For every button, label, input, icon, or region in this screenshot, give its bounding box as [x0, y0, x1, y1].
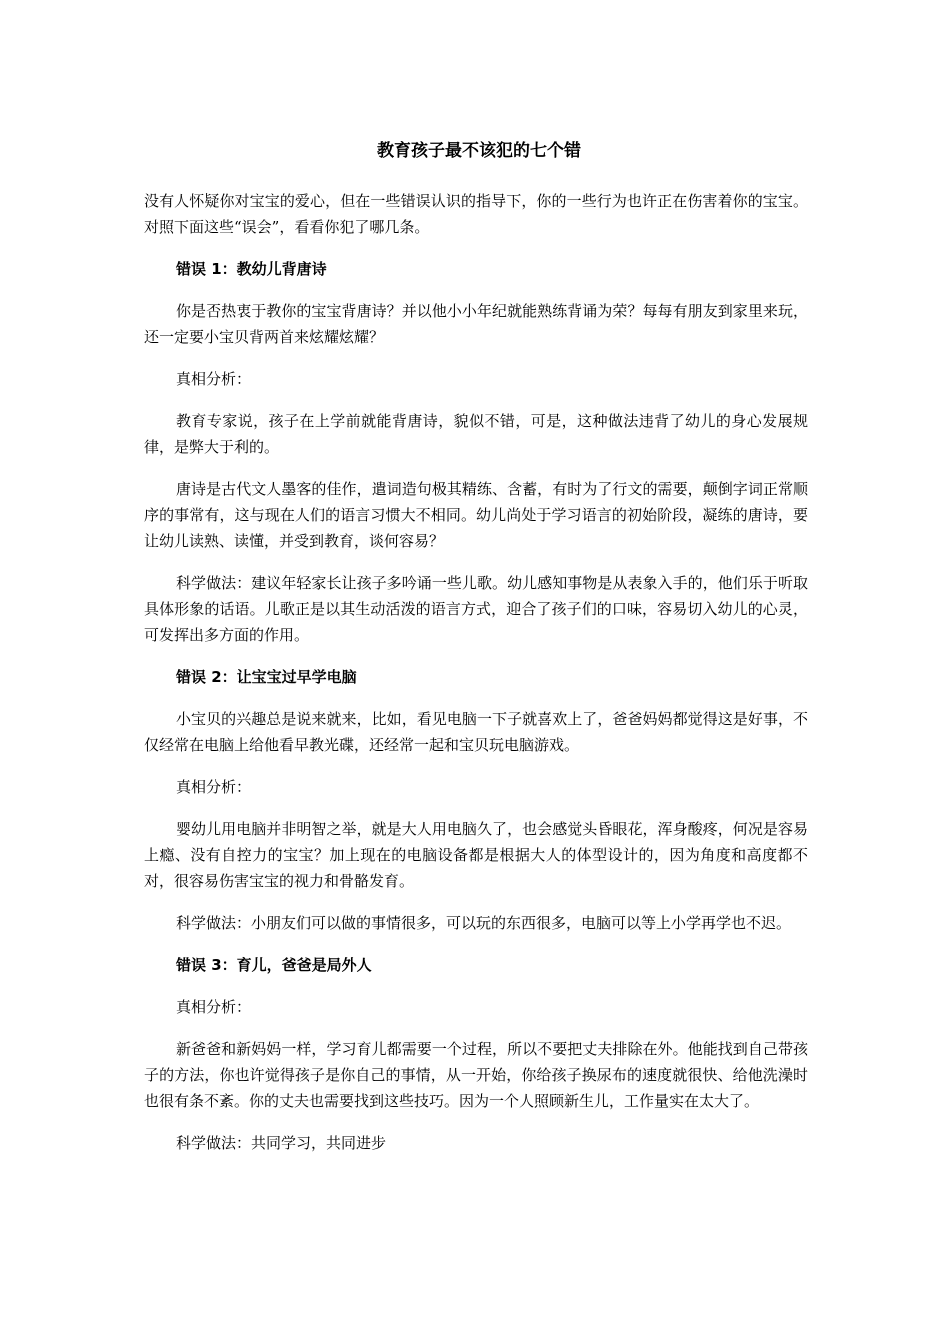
section-3-paragraph: 新爸爸和新妈妈一样，学习育儿都需要一个过程，所以不要把丈夫排除在外。他能找到自己带孩子的方法，你也许觉得孩子是你自己的事情，从一开始，你给孩子换尿布的速度就很快、给他洗澡时也很有条不紊。你的丈夫也需要找到这些技巧。因为一个人照顾新生儿，工作量实在太大了。 [144, 1040, 808, 1110]
section-3-analysis-label: 真相分析： [176, 998, 252, 1016]
document-page [144, 138, 808, 1172]
section-2-method: 科学做法：小朋友们可以做的事情很多，可以玩的东西很多，电脑可以等上小学再学也不迟。 [176, 914, 792, 932]
section-1-heading: 错误 1：教幼儿背唐诗 [176, 260, 327, 278]
section-3-heading: 错误 3：育儿，爸爸是局外人 [176, 956, 372, 974]
section-1-paragraph: 唐诗是古代文人墨客的佳作，遣词造句极其精练、含蓄，有时为了行文的需要，颠倒字词正常顺序的事常有，这与现在人们的语言习惯大不相同。幼儿尚处于学习语言的初始阶段，凝练的唐诗，要让幼儿读熟、读懂，并受到教育，谈何容易？ [144, 480, 808, 550]
intro-paragraph: 没有人怀疑你对宝宝的爱心，但在一些错误认识的指导下，你的一些行为也许正在伤害着你的宝宝。对照下面这些“误会”，看看你犯了哪几条。 [144, 192, 808, 236]
section-1-paragraph: 教育专家说，孩子在上学前就能背唐诗，貌似不错，可是，这种做法违背了幼儿的身心发展规律，是弊大于利的。 [144, 412, 808, 456]
section-2-paragraph: 婴幼儿用电脑并非明智之举，就是大人用电脑久了，也会感觉头昏眼花，浑身酸疼，何况是容易上瘾、没有自控力的宝宝？加上现在的电脑设备都是根据大人的体型设计的，因为角度和高度都不对，很容易伤害宝宝的视力和骨骼发育。 [144, 820, 808, 890]
section-2-analysis-label: 真相分析： [176, 778, 252, 796]
section-1-method: 科学做法：建议年轻家长让孩子多吟诵一些儿歌。幼儿感知事物是从表象入手的，他们乐于听取具体形象的话语。儿歌正是以其生动活泼的语言方式，迎合了孩子们的口味，容易切入幼儿的心灵，可发挥出多方面的作用。 [144, 574, 808, 644]
section-3-method: 科学做法：共同学习，共同进步 [176, 1134, 387, 1152]
section-1-analysis-label: 真相分析： [176, 370, 252, 388]
section-2-heading: 错误 2：让宝宝过早学电脑 [176, 668, 357, 686]
document-title: 教育孩子最不该犯的七个错 [377, 141, 581, 161]
section-1-paragraph: 你是否热衷于教你的宝宝背唐诗？并以他小小年纪就能熟练背诵为荣？每每有朋友到家里来玩，还一定要小宝贝背两首来炫耀炫耀？ [144, 302, 808, 346]
section-2-paragraph: 小宝贝的兴趣总是说来就来，比如，看见电脑一下子就喜欢上了，爸爸妈妈都觉得这是好事，不仅经常在电脑上给他看早教光碟，还经常一起和宝贝玩电脑游戏。 [144, 710, 808, 754]
